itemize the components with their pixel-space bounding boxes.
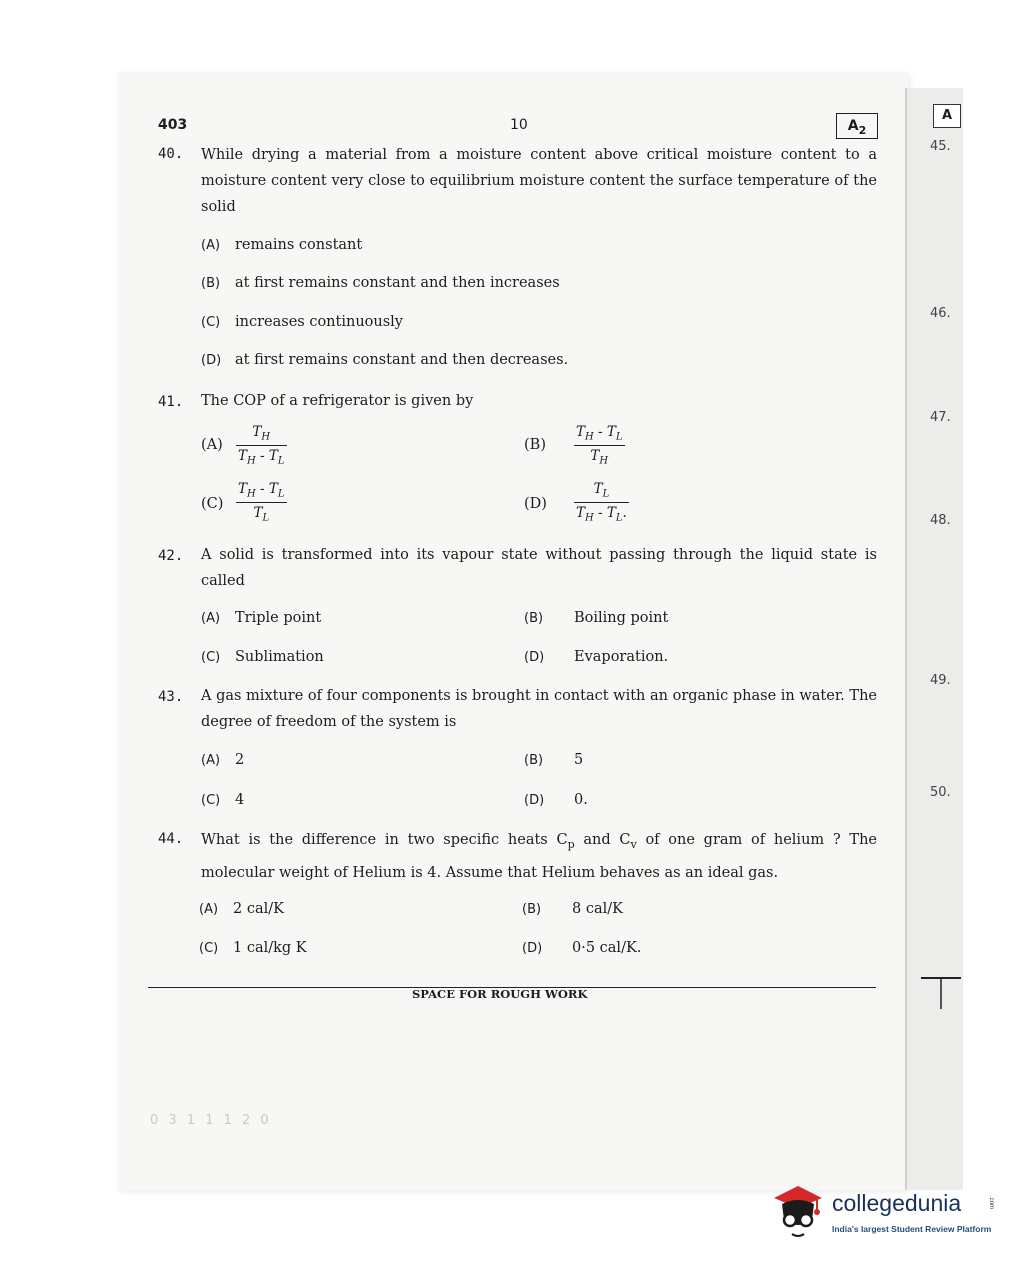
option-text: increases continuously (235, 314, 403, 330)
var: - T (593, 424, 616, 440)
question-text: A solid is transformed into its vapour state without passing through the liquid state is called (201, 547, 877, 589)
var: T (238, 447, 248, 464)
question-text: While drying a material from a moisture content above critical moisture content to a moisture content very close to equilibrium moisture content the surface temperature of the solid (201, 147, 877, 215)
option-text: 4 (235, 792, 245, 808)
option-text: at first remains constant and then increases (235, 275, 560, 291)
sub: H (247, 488, 256, 500)
logo-domain: .com (988, 1196, 994, 1210)
var: T (576, 504, 586, 521)
option-label: (A) (199, 902, 219, 917)
sub: L (277, 488, 285, 500)
edge-number: 49. (930, 673, 951, 688)
sub: L (602, 488, 610, 500)
option-text: 0. (574, 792, 588, 808)
option-text: at first remains constant and then decreases. (235, 352, 569, 368)
option-text: 2 cal/K (233, 901, 284, 917)
var: . (622, 504, 627, 521)
option-c (201, 314, 403, 330)
next-page-booklet-box: A (933, 104, 961, 128)
option-label: (B) (524, 753, 544, 768)
option-c (199, 940, 307, 956)
paper-code: 403 (158, 117, 188, 133)
question-number: 43. (158, 689, 184, 705)
option-label: (A) (201, 753, 221, 768)
var: T (593, 481, 603, 497)
option-label: (B) (201, 276, 221, 291)
option-text: 1 cal/kg K (233, 940, 307, 956)
question-text: The COP of a refrigerator is given by (201, 393, 474, 409)
edge-number: 48. (930, 513, 951, 528)
edge-rule-vertical (940, 979, 942, 1009)
question-number: 41. (158, 394, 184, 410)
option-text: 2 (235, 752, 245, 768)
question-text: A gas mixture of four components is brought in contact with an organic phase in water. The degree of freedom of the system is (201, 688, 877, 730)
option-label: (B) (522, 902, 542, 917)
option-text: remains constant (235, 237, 363, 253)
option-text: Triple point (235, 610, 322, 626)
text-segment: What is the difference in two specific heats C (201, 832, 568, 848)
sub: L (262, 512, 270, 524)
option-label: (C) (201, 650, 221, 665)
sub: H (261, 431, 271, 443)
option-label: (B) (524, 437, 546, 453)
var: - T (593, 504, 616, 521)
var: - T (255, 447, 278, 464)
booklet-letter: A (847, 118, 859, 134)
option-label: (C) (201, 793, 221, 808)
logo-tagline: India's largest Student Review Platform (832, 1224, 992, 1234)
question-number: 40. (158, 146, 184, 162)
option-label: (A) (201, 437, 223, 453)
question-number: 44. (158, 831, 184, 847)
option-label: (C) (201, 496, 224, 512)
option-d (524, 649, 668, 665)
sub: H (585, 431, 594, 443)
option-label: (A) (201, 238, 221, 253)
option-d (201, 352, 568, 368)
next-page-edge (905, 88, 963, 1190)
sub: H (599, 455, 609, 467)
option-d (522, 940, 641, 956)
var: T (590, 447, 600, 464)
option-text: 0·5 cal/K. (572, 940, 642, 956)
option-label: (D) (524, 793, 545, 808)
option-text: Sublimation (235, 649, 324, 665)
option-label: (C) (199, 941, 219, 956)
logo-wordmark: collegedunia (832, 1190, 962, 1216)
var: T (252, 424, 262, 440)
option-d (524, 792, 588, 808)
edge-number: 46. (930, 306, 951, 321)
rough-work-label: SPACE FOR ROUGH WORK (412, 987, 588, 1001)
option-b (201, 275, 560, 291)
option-text: Evaporation. (574, 649, 669, 665)
sub: L (615, 512, 623, 524)
option-b (524, 610, 668, 626)
question-number: 42. (158, 548, 184, 564)
var: T (253, 504, 263, 521)
option-label: (D) (524, 496, 547, 512)
option-text: 8 cal/K (572, 901, 623, 917)
sub: L (277, 455, 285, 467)
formula-c (236, 481, 287, 523)
option-c (201, 792, 244, 808)
option-c (201, 649, 324, 665)
option-label: (D) (522, 941, 543, 956)
edge-number: 50. (930, 785, 951, 800)
collegedunia-logo[interactable] (768, 1176, 998, 1246)
option-label: (A) (201, 611, 221, 626)
option-label: (D) (524, 650, 545, 665)
sub: H (247, 455, 256, 467)
edge-number: 45. (930, 139, 951, 154)
formula-b (574, 424, 625, 466)
sub: H (585, 512, 594, 524)
faint-code: 0 3 1 1 1 2 0 (150, 1113, 272, 1128)
option-text: 5 (574, 752, 584, 768)
option-b (522, 901, 623, 917)
var: - T (255, 481, 278, 497)
text-segment: of one gram of helium ? The molecular weight of Helium is 4. Assume that Helium behaves as an ideal gas. (201, 832, 878, 881)
var: T (238, 481, 248, 497)
option-text: Boiling point (574, 610, 669, 626)
option-a (201, 610, 321, 626)
option-a (199, 901, 284, 917)
booklet-series-box (836, 113, 878, 139)
option-label: (B) (524, 611, 544, 626)
subscript-v: v (630, 837, 637, 851)
sub: L (615, 431, 623, 443)
option-label: (C) (201, 315, 221, 330)
var: T (576, 424, 586, 440)
option-a (201, 237, 362, 253)
option-b (524, 752, 583, 768)
subscript-p: p (567, 837, 575, 851)
page-number: 10 (510, 117, 528, 133)
question-text (201, 826, 877, 888)
text-segment: and C (574, 832, 631, 848)
formula-a (236, 424, 287, 466)
formula-d (574, 481, 629, 523)
booklet-sub: 2 (858, 123, 867, 137)
graduate-icon (768, 1176, 828, 1242)
option-a (201, 752, 244, 768)
edge-number: 47. (930, 410, 951, 425)
option-label: (D) (201, 353, 222, 368)
